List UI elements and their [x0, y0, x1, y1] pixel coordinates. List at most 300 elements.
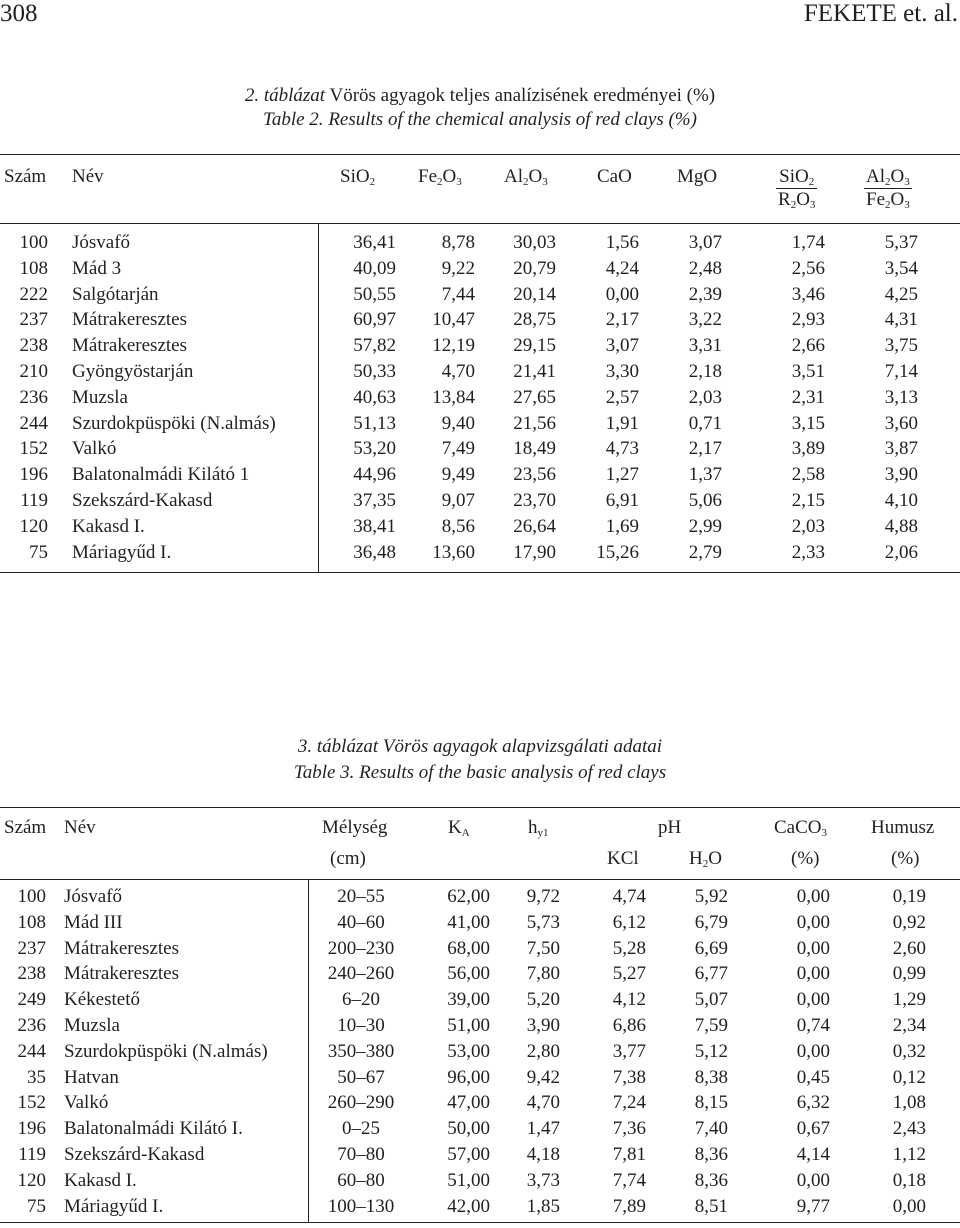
- table3-row-spacer: [926, 961, 960, 987]
- table3-cell-value: 1,12: [892, 1143, 926, 1165]
- table3-cell-number: 120: [17, 1169, 46, 1191]
- table3-top-rule: [0, 807, 960, 808]
- table2-row-spacer: [918, 462, 960, 488]
- table3-cell-value: 0,00: [796, 989, 830, 1011]
- table3-cell-name: Mátrakeresztes: [64, 963, 179, 985]
- table3-row: [0, 1194, 960, 1220]
- table2-cell-value: 36,41: [353, 232, 396, 253]
- table3-cell-value: 39,00: [447, 989, 490, 1011]
- table2-cell-value: 0,00: [605, 283, 639, 305]
- table3-cell-name: Muzsla: [64, 1014, 120, 1036]
- table3-cell-value: 7,50: [526, 937, 560, 959]
- table3-cell-value: 0,00: [796, 1169, 830, 1191]
- table2-cell-value: 3,46: [791, 283, 825, 305]
- table2-cell-value: 3,13: [884, 386, 918, 408]
- table2-cell-value: 2,66: [791, 335, 825, 357]
- table2-row: [0, 436, 960, 462]
- table3-cell-value: 0,00: [796, 1040, 830, 1062]
- table2-cell-name: Szekszárd-Kakasd: [72, 489, 213, 511]
- table3-cell-value: 2,43: [892, 1118, 926, 1140]
- table2-header-mgo: MgO: [677, 166, 718, 187]
- table3-header-rule: [0, 879, 960, 880]
- table3-row-spacer: [926, 1039, 960, 1065]
- table2-cell-name: Kakasd I.: [72, 515, 145, 537]
- table2-row-spacer: [918, 411, 960, 437]
- table3-row-spacer: [926, 884, 960, 910]
- table3-cell-value: 6,69: [694, 937, 728, 959]
- table3-cell-value: 40–60: [337, 911, 385, 933]
- table2-cell-value: 4,25: [884, 283, 918, 305]
- table2-cell-value: 2,31: [791, 386, 825, 408]
- table2-cell-value: 3,90: [884, 464, 918, 486]
- table3-row: [0, 1142, 960, 1168]
- table3-cell-number: 75: [27, 1195, 46, 1217]
- table2-cell-value: 21,56: [513, 412, 556, 434]
- table3-cell-value: 1,47: [526, 1118, 560, 1140]
- table3-row-spacer: [926, 1013, 960, 1039]
- table2-cell-value: 5,06: [688, 489, 722, 511]
- table3-caption-hu: 3. táblázat Vörös agyagok alapvizsgálati adatai: [297, 736, 663, 757]
- table2-cell-value: 13,60: [432, 541, 475, 563]
- table3-row: [0, 1090, 960, 1116]
- table3-cell-value: 60–80: [337, 1169, 385, 1191]
- table3-header-szam: Szám: [4, 817, 47, 838]
- table2-cell-value: 7,49: [441, 438, 475, 460]
- table3-cell-value: 0,00: [892, 1195, 926, 1217]
- table2-header-cao: CaO: [597, 166, 632, 187]
- table2-cell-value: 4,31: [884, 309, 918, 331]
- table2-cell-number: 210: [19, 360, 48, 382]
- table3-cell-name: Szurdokpüspöki (N.almás): [64, 1040, 268, 1062]
- table2-cell-value: 4,73: [605, 438, 639, 460]
- table3-cell-value: 2,80: [526, 1040, 560, 1062]
- table2-row-spacer: [918, 307, 960, 333]
- table2-cell-value: 60,97: [353, 309, 396, 331]
- table3-cell-value: 8,15: [694, 1092, 728, 1114]
- table3-cell-value: 7,74: [612, 1169, 646, 1191]
- table3-cell-name: Szekszárd-Kakasd: [64, 1143, 205, 1165]
- table2-cell-number: 100: [19, 232, 48, 253]
- table2-cell-number: 108: [19, 257, 48, 279]
- table2-cell-name: Mátrakeresztes: [72, 309, 187, 331]
- table2-cell-value: 20,14: [513, 283, 556, 305]
- table2-cell-value: 36,48: [353, 541, 396, 563]
- table3-cell-value: 6,86: [612, 1014, 646, 1036]
- table3-cell-value: 0,12: [892, 1066, 926, 1088]
- table2-cell-value: 2,99: [688, 515, 722, 537]
- table3-cell-name: Mád III: [64, 911, 123, 933]
- table3-row-spacer: [926, 1065, 960, 1091]
- table3-cell-name: Mátrakeresztes: [64, 937, 179, 959]
- table2-cell-number: 244: [19, 412, 48, 434]
- table2-cell-name: Valkó: [72, 438, 117, 460]
- table3-header-hy: $h_{y1}$: [528, 817, 549, 839]
- table2-cell-value: 51,13: [353, 412, 396, 434]
- table2-header-sio2-r2o3-ratio: $\frac{SiO_2}{R_2O_3}$: [778, 166, 816, 211]
- table2-cell-value: 1,74: [791, 232, 825, 253]
- table3-header-kcl: KCl: [607, 848, 639, 869]
- table2-cell-value: 40,63: [353, 386, 396, 408]
- table3-cell-value: 3,90: [526, 1014, 560, 1036]
- table3-cell-number: 119: [18, 1143, 46, 1165]
- table3-cell-value: 5,07: [694, 989, 728, 1011]
- table2-header-sio2: SiO$_2$: [340, 166, 376, 188]
- table3-cell-value: 53,00: [447, 1040, 490, 1062]
- table3-cell-value: 2,60: [892, 937, 926, 959]
- table2-cell-value: 3,75: [884, 335, 918, 357]
- table2-header-szam: Szám: [4, 166, 47, 187]
- table2-cell-value: 4,70: [441, 360, 475, 382]
- table2-row: [0, 359, 960, 385]
- table2-cell-value: 2,06: [884, 541, 918, 563]
- table3-cell-value: 51,00: [447, 1014, 490, 1036]
- table3-cell-value: 7,81: [612, 1143, 646, 1165]
- table3-cell-value: 9,42: [526, 1066, 560, 1088]
- table2-cell-value: 9,22: [441, 257, 475, 279]
- table2-cell-number: 236: [19, 386, 48, 408]
- running-header: [0, 0, 960, 30]
- table2-cell-value: 1,37: [688, 464, 722, 486]
- table2-cell-name: Máriagyűd I.: [72, 541, 172, 563]
- table3-row: [0, 936, 960, 962]
- table2-cell-value: 3,54: [884, 257, 918, 279]
- table3-cell-value: 7,24: [612, 1092, 646, 1114]
- table2-header-al2o3: $Al_2O_3$: [504, 166, 548, 188]
- table3-header-caco3: CaCO$_3$: [774, 817, 827, 839]
- table3-cell-value: 20–55: [337, 886, 385, 907]
- table2-cell-value: 8,56: [441, 515, 475, 537]
- table3-header-nev: Név: [64, 817, 96, 838]
- table2-cell-value: 2,18: [688, 360, 722, 382]
- table3-row-spacer: [926, 1194, 960, 1220]
- table2-cell-number: 238: [19, 335, 48, 357]
- table2-cell-value: 6,91: [605, 489, 639, 511]
- page-number: 308: [0, 0, 38, 27]
- table3-row-spacer: [926, 1168, 960, 1194]
- table2-cell-value: 13,84: [432, 386, 475, 408]
- table2-cell-value: 53,20: [353, 438, 396, 460]
- table2-row: [0, 385, 960, 411]
- table3-cell-value: 7,80: [526, 963, 560, 985]
- table3-cell-number: 108: [17, 911, 46, 933]
- table3-row: [0, 1013, 960, 1039]
- table2-cell-value: 2,48: [688, 257, 722, 279]
- table3-row-spacer: [926, 936, 960, 962]
- table3-cell-value: 50–67: [337, 1066, 385, 1088]
- table2-row-spacer: [918, 256, 960, 282]
- table3-cell-value: 57,00: [447, 1143, 490, 1165]
- table2-cell-value: 21,41: [513, 360, 556, 382]
- table3-cell-value: 240–260: [327, 963, 395, 985]
- table2-row: [0, 307, 960, 333]
- table2-cell-value: 26,64: [513, 515, 556, 537]
- table3-cell-number: 35: [27, 1066, 46, 1088]
- table3-cell-value: 8,36: [694, 1143, 728, 1165]
- table2-row-spacer: [918, 436, 960, 462]
- table2-caption-en: Table 2. Results of the chemical analysis of red clays (%): [263, 109, 697, 130]
- table3-row: [0, 1168, 960, 1194]
- table3-cell-value: 7,38: [612, 1066, 646, 1088]
- table2-cell-value: 3,89: [791, 438, 825, 460]
- table2-cell-number: 222: [19, 283, 48, 305]
- table3-cell-value: 10–30: [337, 1014, 385, 1036]
- table2-cell-value: 2,33: [791, 541, 825, 563]
- table3-row: [0, 961, 960, 987]
- table3-bottom-rule: [0, 1222, 960, 1223]
- table3-cell-value: 70–80: [337, 1143, 385, 1165]
- table2-cell-value: 5,37: [884, 232, 918, 253]
- table2-cell-value: 2,79: [688, 541, 722, 563]
- table2-cell-value: 2,56: [791, 257, 825, 279]
- table2-row-spacer: [918, 333, 960, 359]
- table2-cell-value: 2,17: [605, 309, 639, 331]
- table3-cell-value: 5,20: [526, 989, 560, 1011]
- table2-cell-value: 2,93: [791, 309, 825, 331]
- table3-cell-name: Valkó: [64, 1092, 109, 1114]
- table2-cell-value: 40,09: [353, 257, 396, 279]
- table3-cell-value: 4,14: [796, 1143, 830, 1165]
- table2-cell-value: 3,51: [791, 360, 825, 382]
- table2-row: [0, 333, 960, 359]
- table2-cell-value: 2,39: [688, 283, 722, 305]
- table3-cell-value: 1,29: [892, 989, 926, 1011]
- table3-cell-value: 8,36: [694, 1169, 728, 1191]
- table3-cell-value: 5,12: [694, 1040, 728, 1062]
- table2-cell-value: 9,07: [441, 489, 475, 511]
- table2-cell-value: 1,56: [605, 232, 639, 253]
- table2-cell-value: 37,35: [353, 489, 396, 511]
- table3-cell-value: 0,92: [892, 911, 926, 933]
- table3-cell-value: 0,00: [796, 911, 830, 933]
- table3-cell-value: 6,12: [612, 911, 646, 933]
- table3-cell-value: 0,18: [892, 1169, 926, 1191]
- table2-header-rule: [0, 223, 960, 224]
- table2-cell-value: 30,03: [513, 232, 556, 253]
- table3-cell-name: Balatonalmádi Kilátó I.: [64, 1118, 243, 1140]
- table2-cell-value: 2,57: [605, 386, 639, 408]
- table2-cell-value: 10,47: [432, 309, 475, 331]
- table2-row-spacer: [918, 359, 960, 385]
- table2-cell-number: 75: [29, 541, 48, 563]
- table2-cell-value: 57,82: [353, 335, 396, 357]
- table3-row: [0, 1039, 960, 1065]
- table2-cell-value: 0,71: [688, 412, 722, 434]
- table3-cell-value: 8,51: [694, 1195, 728, 1217]
- table2-cell-value: 17,90: [513, 541, 556, 563]
- table3-row: [0, 987, 960, 1013]
- table3-cell-value: 68,00: [447, 937, 490, 959]
- table3-cell-value: 100–130: [327, 1195, 395, 1217]
- table3-cell-value: 56,00: [447, 963, 490, 985]
- table2-cell-value: 1,27: [605, 464, 639, 486]
- table2-header-nev: Név: [72, 166, 104, 187]
- table2-cell-value: 3,22: [688, 309, 722, 331]
- table3-cell-value: 4,70: [526, 1092, 560, 1114]
- table2-header-fe2o3: $Fe_2O_3$: [418, 166, 462, 188]
- table3-cell-value: 3,73: [526, 1169, 560, 1191]
- table3-cell-value: 1,85: [526, 1195, 560, 1217]
- table2-cell-value: 3,15: [791, 412, 825, 434]
- table3-cell-value: 0,00: [796, 886, 830, 907]
- table3-cell-value: 3,77: [612, 1040, 646, 1062]
- table2-cell-value: 7,14: [884, 360, 918, 382]
- table2-cell-name: Mád 3: [72, 257, 122, 279]
- table3-row: [0, 1065, 960, 1091]
- table2-cell-value: 23,56: [513, 464, 556, 486]
- table3-cell-value: 7,59: [694, 1014, 728, 1036]
- table3-cell-value: 4,74: [612, 886, 646, 907]
- table2-cell-value: 3,30: [605, 360, 639, 382]
- table2-cell-value: 2,03: [791, 515, 825, 537]
- table2-cell-name: Muzsla: [72, 386, 128, 408]
- table3-header-humusz-unit: (%): [891, 848, 920, 869]
- table2-cell-number: 152: [19, 438, 48, 460]
- table3-cell-value: 0,00: [796, 937, 830, 959]
- table3-cell-value: 0,45: [796, 1066, 830, 1088]
- table3-cell-number: 238: [17, 963, 46, 985]
- table3-header-caco3-unit: (%): [791, 848, 820, 869]
- table3-cell-value: 200–230: [327, 937, 395, 959]
- table2-cell-name: Salgótarján: [72, 283, 159, 305]
- table2-top-rule: [0, 154, 960, 155]
- table3-row-spacer: [926, 1090, 960, 1116]
- table2-cell-value: 2,15: [791, 489, 825, 511]
- table2-row: [0, 488, 960, 514]
- table2-cell-value: 50,33: [353, 360, 396, 382]
- table2-cell-value: 15,26: [596, 541, 639, 563]
- table3-cell-value: 6–20: [342, 989, 380, 1011]
- table3-cell-value: 5,28: [612, 937, 646, 959]
- table3-row: [0, 1116, 960, 1142]
- table3-cell-value: 1,08: [892, 1092, 926, 1114]
- table2-cell-value: 2,03: [688, 386, 722, 408]
- table2-cell-value: 3,87: [884, 438, 918, 460]
- table3-cell-value: 50,00: [447, 1118, 490, 1140]
- table3-cell-number: 236: [17, 1014, 46, 1036]
- table3-cell-value: 6,77: [694, 963, 728, 985]
- table3-cell-value: 260–290: [327, 1092, 395, 1114]
- table3-cell-number: 100: [17, 886, 46, 907]
- table2-cell-value: 20,79: [513, 257, 556, 279]
- table3-header-melyseg-unit: (cm): [330, 848, 366, 869]
- table3-row-spacer: [926, 1116, 960, 1142]
- table2-row: [0, 411, 960, 437]
- table2-cell-value: 3,07: [605, 335, 639, 357]
- table3-header-h2o: $H_2O$: [689, 848, 722, 870]
- table3-cell-name: Jósvafő: [64, 886, 123, 907]
- table2-cell-value: 7,44: [441, 283, 475, 305]
- table2-row: [0, 462, 960, 488]
- table2-bottom-rule: [0, 572, 960, 573]
- table3-cell-value: 0,00: [796, 963, 830, 985]
- table2-row: [0, 514, 960, 540]
- table3-cell-value: 7,36: [612, 1118, 646, 1140]
- table3-cell-name: Kékestető: [64, 989, 140, 1011]
- table3-row: [0, 910, 960, 936]
- table2-row-spacer: [918, 488, 960, 514]
- table2-cell-value: 23,70: [513, 489, 556, 511]
- table2-row-spacer: [918, 385, 960, 411]
- table2-row: [0, 540, 960, 566]
- table2-cell-number: 237: [19, 309, 48, 331]
- table3-caption-en: Table 3. Results of the basic analysis of red clays: [293, 762, 667, 783]
- table2-cell-number: 196: [19, 464, 48, 486]
- table2-cell-name: Jósvafő: [72, 232, 131, 253]
- table3-cell-value: 51,00: [447, 1169, 490, 1191]
- table2-row-spacer: [918, 514, 960, 540]
- table3-cell-value: 350–380: [327, 1040, 395, 1062]
- table2-cell-value: 29,15: [513, 335, 556, 357]
- table2-cell-value: 44,96: [353, 464, 396, 486]
- table2-cell-name: Balatonalmádi Kilátó 1: [72, 464, 250, 486]
- table2-cell-value: 1,91: [605, 412, 639, 434]
- table2-cell-value: 4,24: [605, 257, 639, 279]
- table3-cell-value: 5,92: [694, 886, 728, 907]
- table2-cell-number: 120: [19, 515, 48, 537]
- table2-row: [0, 230, 960, 256]
- table3-cell-value: 8,38: [694, 1066, 728, 1088]
- table2-cell-value: 2,17: [688, 438, 722, 460]
- table3-body: [0, 884, 960, 1219]
- table3-cell-value: 42,00: [447, 1195, 490, 1217]
- table2-row-spacer: [918, 282, 960, 308]
- table3-cell-name: Kakasd I.: [64, 1169, 137, 1191]
- table2-row: [0, 282, 960, 308]
- table3-cell-value: 0,19: [892, 886, 926, 907]
- table2-cell-value: 3,60: [884, 412, 918, 434]
- table3-cell-value: 0–25: [342, 1118, 380, 1140]
- table3-cell-value: 2,34: [892, 1014, 926, 1036]
- table3-header-ka: $K_A$: [448, 817, 470, 839]
- table3-cell-value: 6,32: [796, 1092, 830, 1114]
- table3-cell-value: 0,74: [796, 1014, 830, 1036]
- table3-header-melyseg: Mélység: [322, 817, 388, 838]
- table3-cell-value: 9,72: [526, 886, 560, 907]
- table3-cell-value: 4,18: [526, 1143, 560, 1165]
- table3-cell-name: Máriagyűd I.: [64, 1195, 164, 1217]
- table3-cell-name: Hatvan: [64, 1066, 119, 1088]
- table2-row-spacer: [918, 230, 960, 256]
- table2-cell-value: 28,75: [513, 309, 556, 331]
- table2-cell-value: 50,55: [353, 283, 396, 305]
- running-head: FEKETE et. al.: [803, 0, 958, 27]
- table2-cell-value: 3,07: [688, 232, 722, 253]
- table3-cell-number: 237: [17, 937, 46, 959]
- table3-cell-value: 0,99: [892, 963, 926, 985]
- table2-cell-value: 4,10: [884, 489, 918, 511]
- table2-cell-value: 27,65: [513, 386, 556, 408]
- table3-cell-number: 152: [17, 1092, 46, 1114]
- table3-cell-value: 0,32: [892, 1040, 926, 1062]
- table2-cell-value: 18,49: [513, 438, 556, 460]
- table3-row-spacer: [926, 910, 960, 936]
- table2-cell-name: Gyöngyöstarján: [72, 360, 194, 382]
- table2-cell-number: 119: [20, 489, 48, 511]
- table2-cell-value: 3,31: [688, 335, 722, 357]
- table3-cell-value: 0,67: [796, 1118, 830, 1140]
- table2-cell-value: 8,78: [441, 232, 475, 253]
- table2-cell-value: 4,88: [884, 515, 918, 537]
- table2-cell-value: 9,40: [441, 412, 475, 434]
- table3-cell-number: 196: [17, 1118, 46, 1140]
- table3-cell-value: 7,40: [694, 1118, 728, 1140]
- table2-caption-hu: 2. táblázat Vörös agyagok teljes analízisének eredményei (%): [244, 85, 716, 106]
- table3-cell-value: 62,00: [447, 886, 490, 907]
- table3-row-spacer: [926, 1142, 960, 1168]
- table3-cell-value: 96,00: [447, 1066, 490, 1088]
- table3-header-humusz: Humusz: [871, 817, 935, 838]
- table3-cell-value: 5,73: [526, 911, 560, 933]
